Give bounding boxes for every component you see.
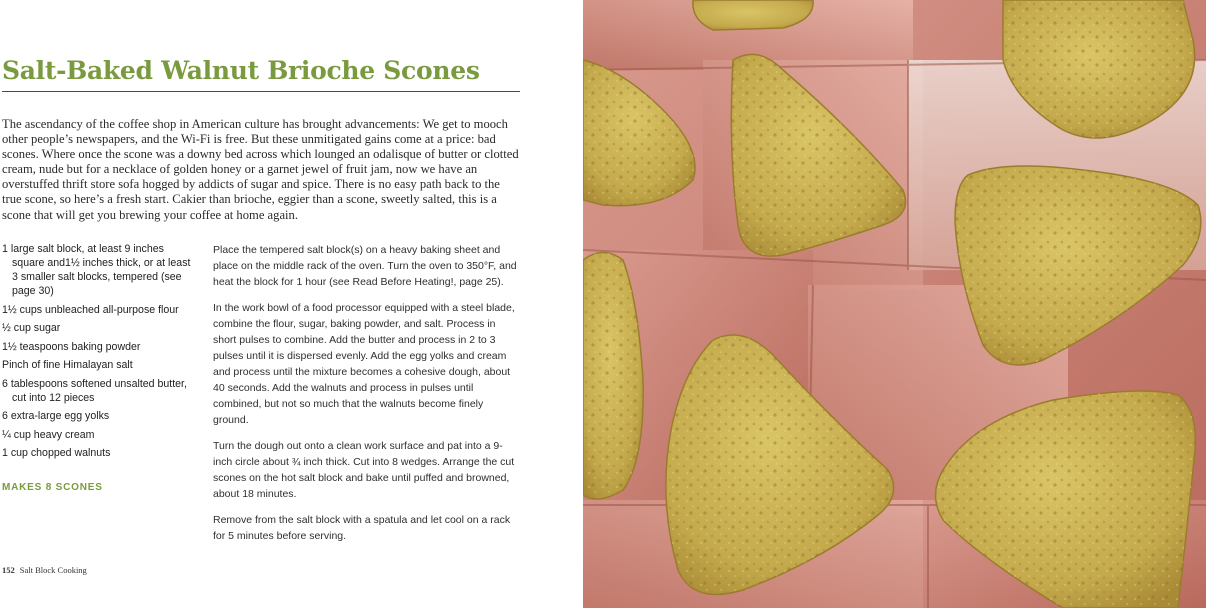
- direction-step: Place the tempered salt block(s) on a heavy baking sheet and place on the middle rack of the oven. Turn the oven to 350°F, and heat the block for 1 hour (see Read Before Heating!, page 25).: [213, 244, 517, 288]
- ingredient-item: Pinch of fine Himalayan salt: [2, 359, 133, 371]
- ingredient-item: 1 cup chopped walnuts: [2, 447, 111, 459]
- recipe-yield: MAKES 8 SCONES: [2, 482, 103, 493]
- ingredient-item: ½ cup sugar: [2, 322, 61, 334]
- page-number: 152: [2, 565, 15, 575]
- direction-step: Remove from the salt block with a spatula and let cool on a rack for 5 minutes before serving.: [213, 514, 511, 542]
- direction-step: Turn the dough out onto a clean work surface and pat into a 9-inch circle about ¾ inch thick. Cut into 8 wedges. Arrange the cut scones on the hot salt block and bake until puffed and browned, about 18 minutes.: [213, 440, 515, 500]
- scones-illustration: [583, 0, 1206, 608]
- directions: [213, 242, 521, 554]
- recipe-intro: The ascendancy of the coffee shop in American culture has brought advancements: We get to mooch other people’s newspapers, and the Wi-Fi is free. But these unmitigated gains come at a price: bad scones. Where once the scone was a downy bed across which lounged an odalisque of butter or clotted cream, nude but for a necklace of golden honey or a garnet jewel of fruit jam, now we have an overstuffed thrift store sofa hogged by addicts of sugar and spice. There is no easy path back to the true scone, so here’s a fresh start. Cakier than brioche, eggier than a scone, sweetly salted, this is a scone that will get you brewing your coffee at home again.: [2, 117, 519, 222]
- recipe-page: [0, 0, 583, 608]
- ingredient-item: 6 tablespoons softened unsalted butter, cut into 12 pieces: [2, 377, 187, 404]
- page-footer: [2, 565, 87, 575]
- ingredient-list: [2, 242, 197, 465]
- recipe-title: Salt-Baked Walnut Brioche Scones: [2, 56, 480, 85]
- ingredient-item: ¼ cup heavy cream: [2, 428, 95, 441]
- scones-on-salt-block-photo: [583, 0, 1206, 608]
- direction-step: In the work bowl of a food processor equipped with a steel blade, combine the flour, sugar, baking powder, and salt. Process in short pulses to combine. Add the butter and process in 2 to 3 pulses until it is dispersed evenly. Add the egg yolks and cream and process until the mixture becomes a cohesive dough, about 40 seconds. Add the walnuts and process in pulses until combined, but not so much that the walnuts become finely ground.: [213, 302, 515, 426]
- title-divider: [2, 91, 520, 92]
- ingredient-item: 1½ cups unbleached all-purpose flour: [2, 303, 179, 316]
- ingredient-item: 6 extra-large egg yolks: [2, 410, 110, 422]
- book-title: Salt Block Cooking: [19, 565, 87, 575]
- ingredient-item: 1½ teaspoons baking powder: [2, 340, 141, 353]
- ingredient-item: 1 large salt block, at least 9 inches square and1½ inches thick, or at least 3 smaller salt blocks, tempered (see page 30): [2, 243, 191, 297]
